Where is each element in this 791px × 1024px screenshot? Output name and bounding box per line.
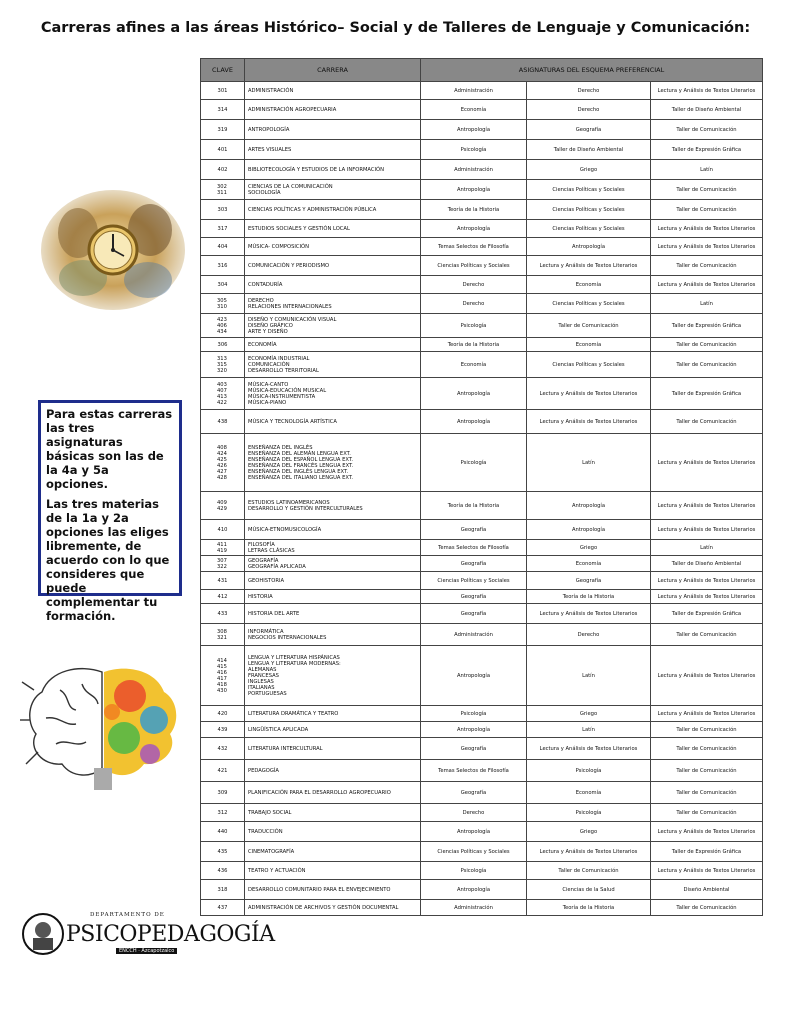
table-row [201, 540, 763, 556]
cell-asignatura-3: Lectura y Análisis de Textos Literarios [651, 238, 763, 256]
cell-asignatura-2: Griego [527, 540, 651, 556]
cell-asignatura-2: Economía [527, 276, 651, 294]
table-row [201, 140, 763, 160]
cell-carrera: LITERATURA DRAMÁTICA Y TEATRO [245, 706, 421, 722]
cell-carrera: TRABAJO SOCIAL [245, 804, 421, 822]
table-row [201, 100, 763, 120]
table-row [201, 180, 763, 200]
cell-carrera: ECONOMÍA [245, 338, 421, 352]
cell-asignatura-3: Taller de Comunicación [651, 738, 763, 760]
cell-clave: 431 [201, 572, 245, 590]
cell-clave: 318 [201, 880, 245, 900]
table-row [201, 556, 763, 572]
cell-asignatura-3: Taller de Comunicación [651, 120, 763, 140]
table-body [201, 82, 763, 916]
cell-asignatura-1: Administración [421, 624, 527, 646]
cell-asignatura-3: Taller de Comunicación [651, 900, 763, 916]
cell-clave: 421 [201, 760, 245, 782]
table-row [201, 160, 763, 180]
cell-asignatura-2: Lectura y Análisis de Textos Literarios [527, 738, 651, 760]
header-asignaturas: ASIGNATURAS DEL ESQUEMA PREFERENCIAL [421, 59, 763, 82]
table-row [201, 624, 763, 646]
brain-illustration [20, 660, 186, 790]
cell-asignatura-3: Taller de Comunicación [651, 352, 763, 378]
cell-clave: 440 [201, 822, 245, 842]
cell-asignatura-2: Griego [527, 160, 651, 180]
cell-asignatura-1: Temas Selectos de Filosofía [421, 760, 527, 782]
cell-clave: 402 [201, 160, 245, 180]
cell-asignatura-2: Lectura y Análisis de Textos Literarios [527, 842, 651, 862]
department-logo [22, 908, 275, 960]
cell-clave: 438 [201, 410, 245, 434]
cell-asignatura-2: Psicología [527, 804, 651, 822]
cell-clave: 319 [201, 120, 245, 140]
cell-clave: 436 [201, 862, 245, 880]
cell-carrera: TRADUCCIÓN [245, 822, 421, 842]
cell-asignatura-1: Geografía [421, 520, 527, 540]
cell-asignatura-1: Geografía [421, 604, 527, 624]
cell-asignatura-3: Lectura y Análisis de Textos Literarios [651, 590, 763, 604]
cell-clave: 432 [201, 738, 245, 760]
note-paragraph-1: Para estas carreras las tres asignaturas básicas son las de la 4a y 5a opciones. [46, 407, 173, 491]
cell-clave: 304 [201, 276, 245, 294]
cell-carrera: CIENCIAS POLÍTICAS Y ADMINISTRACIÓN PÚBLICA [245, 200, 421, 220]
cell-asignatura-3: Taller de Comunicación [651, 256, 763, 276]
table-row [201, 842, 763, 862]
cell-asignatura-1: Administración [421, 900, 527, 916]
cell-asignatura-1: Derecho [421, 294, 527, 314]
table-row [201, 760, 763, 782]
cell-asignatura-1: Antropología [421, 722, 527, 738]
cell-asignatura-1: Ciencias Políticas y Sociales [421, 842, 527, 862]
cell-asignatura-2: Economía [527, 556, 651, 572]
cell-asignatura-2: Economía [527, 338, 651, 352]
cell-asignatura-3: Lectura y Análisis de Textos Literarios [651, 822, 763, 842]
table-header-row [201, 59, 763, 82]
cell-asignatura-3: Taller de Comunicación [651, 804, 763, 822]
cell-asignatura-2: Lectura y Análisis de Textos Literarios [527, 378, 651, 410]
cell-asignatura-2: Latín [527, 434, 651, 492]
table-row [201, 378, 763, 410]
cell-clave: 414 415 416 417 418 430 [201, 646, 245, 706]
cell-carrera: MÚSICA Y TECNOLOGÍA ARTÍSTICA [245, 410, 421, 434]
cell-asignatura-3: Lectura y Análisis de Textos Literarios [651, 82, 763, 100]
cell-carrera: COMUNICACIÓN Y PERIODISMO [245, 256, 421, 276]
cell-asignatura-1: Psicología [421, 706, 527, 722]
table-row [201, 822, 763, 842]
cell-asignatura-3: Lectura y Análisis de Textos Literarios [651, 220, 763, 238]
cell-carrera: ESTUDIOS SOCIALES Y GESTIÓN LOCAL [245, 220, 421, 238]
cell-carrera: ARTES VISUALES [245, 140, 421, 160]
table-row [201, 880, 763, 900]
page-title: Carreras afines a las áreas Histórico– Social y de Talleres de Lenguaje y Comunicación: [40, 20, 751, 36]
cell-carrera: ANTROPOLOGÍA [245, 120, 421, 140]
cell-clave: 308 321 [201, 624, 245, 646]
cell-carrera: FILOSOFÍA LETRAS CLÁSICAS [245, 540, 421, 556]
table-row [201, 604, 763, 624]
cell-asignatura-2: Taller de Comunicación [527, 314, 651, 338]
table-row [201, 900, 763, 916]
cell-asignatura-1: Derecho [421, 804, 527, 822]
careers-table [200, 58, 763, 916]
cell-asignatura-1: Economía [421, 100, 527, 120]
table-row [201, 338, 763, 352]
cell-asignatura-3: Lectura y Análisis de Textos Literarios [651, 492, 763, 520]
cell-asignatura-1: Antropología [421, 822, 527, 842]
cell-asignatura-3: Taller de Comunicación [651, 760, 763, 782]
cell-clave: 409 429 [201, 492, 245, 520]
cell-clave: 316 [201, 256, 245, 276]
cell-asignatura-3: Taller de Comunicación [651, 782, 763, 804]
table-row [201, 352, 763, 378]
cell-clave: 307 322 [201, 556, 245, 572]
cell-clave: 403 407 413 422 [201, 378, 245, 410]
cell-carrera: LITERATURA INTERCULTURAL [245, 738, 421, 760]
cell-clave: 404 [201, 238, 245, 256]
cell-clave: 317 [201, 220, 245, 238]
cell-carrera: CINEMATOGRAFÍA [245, 842, 421, 862]
cell-clave: 411 419 [201, 540, 245, 556]
cell-carrera: GEOGRAFÍA GEOGRAFÍA APLICADA [245, 556, 421, 572]
cell-asignatura-2: Antropología [527, 520, 651, 540]
cell-asignatura-3: Lectura y Análisis de Textos Literarios [651, 434, 763, 492]
cell-asignatura-1: Geografía [421, 556, 527, 572]
cell-carrera: CONTADURÍA [245, 276, 421, 294]
cell-asignatura-3: Diseño Ambiental [651, 880, 763, 900]
cell-asignatura-2: Ciencias de la Salud [527, 880, 651, 900]
cell-asignatura-2: Derecho [527, 82, 651, 100]
cell-carrera: DESARROLLO COMUNITARIO PARA EL ENVEJECIMIENTO [245, 880, 421, 900]
table-row [201, 294, 763, 314]
cell-asignatura-1: Antropología [421, 180, 527, 200]
cell-clave: 433 [201, 604, 245, 624]
cell-asignatura-1: Teoría de la Historia [421, 492, 527, 520]
cell-asignatura-1: Psicología [421, 314, 527, 338]
table-row [201, 256, 763, 276]
cell-clave: 306 [201, 338, 245, 352]
cell-carrera: GEOHISTORIA [245, 572, 421, 590]
cell-carrera: BIBLIOTECOLOGÍA Y ESTUDIOS DE LA INFORMACIÓN [245, 160, 421, 180]
cell-asignatura-2: Latín [527, 646, 651, 706]
cell-asignatura-3: Latín [651, 160, 763, 180]
cell-asignatura-3: Lectura y Análisis de Textos Literarios [651, 646, 763, 706]
cell-carrera: INFORMÁTICA NEGOCIOS INTERNACIONALES [245, 624, 421, 646]
table-row [201, 804, 763, 822]
cell-asignatura-2: Taller de Diseño Ambiental [527, 140, 651, 160]
cell-asignatura-1: Antropología [421, 220, 527, 238]
cell-asignatura-3: Lectura y Análisis de Textos Literarios [651, 862, 763, 880]
cell-carrera: ENSEÑANZA DEL INGLÉS ENSEÑANZA DEL ALEMÁN LENGUA EXT. ENSEÑANZA DEL ESPAÑOL LENGUA EXT. ENSEÑANZA DEL FRANCÉS LENGUA EXT. ENSEÑANZA DEL INGLÉS LENGUA EXT. ENSEÑANZA DEL ITALIANO LENGUA EXT. [245, 434, 421, 492]
table-row [201, 722, 763, 738]
cell-asignatura-1: Antropología [421, 880, 527, 900]
table-row [201, 200, 763, 220]
cell-asignatura-2: Geografía [527, 120, 651, 140]
cell-carrera: PLANIFICACIÓN PARA EL DESARROLLO AGROPECUARIO [245, 782, 421, 804]
table-row [201, 410, 763, 434]
cell-asignatura-3: Taller de Comunicación [651, 624, 763, 646]
table-row [201, 590, 763, 604]
cell-asignatura-1: Psicología [421, 140, 527, 160]
table-row [201, 520, 763, 540]
cell-carrera: PEDAGOGÍA [245, 760, 421, 782]
cell-asignatura-1: Teoría de la Historia [421, 200, 527, 220]
logo-subtitle-text: ENCCH · Azcapotzalco [116, 948, 177, 954]
cell-asignatura-2: Antropología [527, 492, 651, 520]
cell-carrera: DERECHO RELACIONES INTERNACIONALES [245, 294, 421, 314]
table-row [201, 220, 763, 238]
cell-asignatura-1: Psicología [421, 434, 527, 492]
cell-carrera: LENGUA Y LITERATURA HISPÁNICAS LENGUA Y LITERATURA MODERNAS: ALEMANAS FRANCESAS INGLESAS ITALIANAS PORTUGUESAS [245, 646, 421, 706]
header-clave: CLAVE [201, 59, 245, 82]
cell-asignatura-1: Derecho [421, 276, 527, 294]
cell-asignatura-2: Economía [527, 782, 651, 804]
cell-asignatura-3: Taller de Expresión Gráfica [651, 314, 763, 338]
cell-asignatura-2: Ciencias Políticas y Sociales [527, 180, 651, 200]
cell-asignatura-1: Temas Selectos de Filosofía [421, 238, 527, 256]
cell-clave: 305 310 [201, 294, 245, 314]
cell-asignatura-2: Ciencias Políticas y Sociales [527, 352, 651, 378]
cell-asignatura-1: Antropología [421, 410, 527, 434]
cell-carrera: ECONOMÍA INDUSTRIAL COMUNICACIÓN DESARROLLO TERRITORIAL [245, 352, 421, 378]
careers-table-container [200, 58, 762, 916]
cell-asignatura-3: Lectura y Análisis de Textos Literarios [651, 706, 763, 722]
cell-clave: 401 [201, 140, 245, 160]
cell-asignatura-3: Taller de Comunicación [651, 200, 763, 220]
cell-asignatura-3: Taller de Diseño Ambiental [651, 100, 763, 120]
cell-clave: 408 424 425 426 427 428 [201, 434, 245, 492]
cell-asignatura-2: Griego [527, 706, 651, 722]
cell-asignatura-1: Administración [421, 82, 527, 100]
cell-asignatura-2: Lectura y Análisis de Textos Literarios [527, 604, 651, 624]
cell-carrera: HISTORIA [245, 590, 421, 604]
cell-asignatura-2: Latín [527, 722, 651, 738]
cell-asignatura-1: Geografía [421, 590, 527, 604]
cell-asignatura-1: Geografía [421, 782, 527, 804]
cell-asignatura-3: Taller de Comunicación [651, 722, 763, 738]
cell-asignatura-1: Psicología [421, 862, 527, 880]
cell-asignatura-1: Teoría de la Historia [421, 338, 527, 352]
cell-carrera: MÚSICA- COMPOSICIÓN [245, 238, 421, 256]
cell-asignatura-3: Latín [651, 294, 763, 314]
logo-department-text: DEPARTAMENTO DE [90, 912, 165, 918]
cell-asignatura-2: Taller de Comunicación [527, 862, 651, 880]
cell-carrera: LINGÜÍSTICA APLICADA [245, 722, 421, 738]
cell-asignatura-2: Ciencias Políticas y Sociales [527, 294, 651, 314]
cell-carrera: HISTORIA DEL ARTE [245, 604, 421, 624]
cell-asignatura-3: Taller de Expresión Gráfica [651, 842, 763, 862]
table-row [201, 706, 763, 722]
cell-asignatura-2: Derecho [527, 100, 651, 120]
cell-clave: 303 [201, 200, 245, 220]
logo-seal-icon [22, 912, 64, 956]
table-row [201, 82, 763, 100]
note-box [38, 400, 182, 623]
cell-clave: 435 [201, 842, 245, 862]
cell-carrera: CIENCIAS DE LA COMUNICACIÓN SOCIOLOGÍA [245, 180, 421, 200]
cell-clave: 412 [201, 590, 245, 604]
table-row [201, 314, 763, 338]
cell-clave: 302 311 [201, 180, 245, 200]
cell-asignatura-3: Taller de Expresión Gráfica [651, 604, 763, 624]
cell-carrera: MÚSICA-ETNOMUSICOLOGÍA [245, 520, 421, 540]
header-carrera: CARRERA [245, 59, 421, 82]
cell-asignatura-3: Lectura y Análisis de Textos Literarios [651, 520, 763, 540]
cell-carrera: ADMINISTRACIÓN DE ARCHIVOS Y GESTIÓN DOCUMENTAL [245, 900, 421, 916]
cell-clave: 301 [201, 82, 245, 100]
note-paragraph-2: Las tres materias de la 1a y 2a opciones las eliges libremente, de acuerdo con lo que consideres que puede complementar tu formación. [46, 497, 170, 623]
cell-clave: 313 315 320 [201, 352, 245, 378]
table-row [201, 738, 763, 760]
cell-asignatura-3: Latín [651, 540, 763, 556]
cell-clave: 309 [201, 782, 245, 804]
cell-asignatura-3: Taller de Comunicación [651, 338, 763, 352]
cell-asignatura-3: Taller de Comunicación [651, 410, 763, 434]
cell-asignatura-3: Lectura y Análisis de Textos Literarios [651, 276, 763, 294]
table-row [201, 782, 763, 804]
cell-asignatura-1: Temas Selectos de Filosofía [421, 540, 527, 556]
cell-asignatura-1: Antropología [421, 378, 527, 410]
logo-name-text: PSICOPEDAGOGÍA [66, 922, 275, 947]
cell-asignatura-3: Taller de Expresión Gráfica [651, 378, 763, 410]
cell-asignatura-2: Antropología [527, 238, 651, 256]
cell-asignatura-2: Teoría de la Historia [527, 900, 651, 916]
cell-asignatura-2: Teoría de la Historia [527, 590, 651, 604]
cell-asignatura-1: Ciencias Políticas y Sociales [421, 572, 527, 590]
cell-asignatura-2: Geografía [527, 572, 651, 590]
cell-asignatura-1: Antropología [421, 646, 527, 706]
cell-asignatura-1: Geografía [421, 738, 527, 760]
history-clock-illustration [38, 188, 188, 313]
cell-clave: 410 [201, 520, 245, 540]
table-row [201, 238, 763, 256]
cell-asignatura-1: Administración [421, 160, 527, 180]
cell-asignatura-1: Economía [421, 352, 527, 378]
cell-clave: 423 406 434 [201, 314, 245, 338]
cell-asignatura-3: Taller de Expresión Gráfica [651, 140, 763, 160]
table-row [201, 276, 763, 294]
table-row [201, 120, 763, 140]
cell-carrera: ESTUDIOS LATINOAMERICANOS DESARROLLO Y GESTIÓN INTERCULTURALES [245, 492, 421, 520]
cell-carrera: TEATRO Y ACTUACIÓN [245, 862, 421, 880]
table-row [201, 862, 763, 880]
cell-asignatura-2: Lectura y Análisis de Textos Literarios [527, 410, 651, 434]
cell-clave: 312 [201, 804, 245, 822]
cell-clave: 439 [201, 722, 245, 738]
cell-asignatura-1: Ciencias Políticas y Sociales [421, 256, 527, 276]
table-row [201, 646, 763, 706]
cell-clave: 437 [201, 900, 245, 916]
cell-asignatura-2: Derecho [527, 624, 651, 646]
cell-asignatura-3: Taller de Diseño Ambiental [651, 556, 763, 572]
cell-carrera: DISEÑO Y COMUNICACIÓN VISUAL DISEÑO GRÁFICO ARTE Y DISEÑO [245, 314, 421, 338]
cell-asignatura-2: Ciencias Políticas y Sociales [527, 200, 651, 220]
cell-carrera: MÚSICA-CANTO MÚSICA-EDUCACIÓN MUSICAL MÚSICA-INSTRUMENTISTA MÚSICA-PIANO [245, 378, 421, 410]
cell-asignatura-2: Lectura y Análisis de Textos Literarios [527, 256, 651, 276]
cell-asignatura-2: Griego [527, 822, 651, 842]
cell-carrera: ADMINISTRACIÓN [245, 82, 421, 100]
table-row [201, 492, 763, 520]
cell-asignatura-2: Ciencias Políticas y Sociales [527, 220, 651, 238]
cell-asignatura-3: Lectura y Análisis de Textos Literarios [651, 572, 763, 590]
table-row [201, 434, 763, 492]
cell-clave: 314 [201, 100, 245, 120]
table-row [201, 572, 763, 590]
cell-asignatura-2: Psicología [527, 760, 651, 782]
cell-asignatura-3: Taller de Comunicación [651, 180, 763, 200]
cell-asignatura-1: Antropología [421, 120, 527, 140]
cell-clave: 420 [201, 706, 245, 722]
cell-carrera: ADMINISTRACIÓN AGROPECUARIA [245, 100, 421, 120]
